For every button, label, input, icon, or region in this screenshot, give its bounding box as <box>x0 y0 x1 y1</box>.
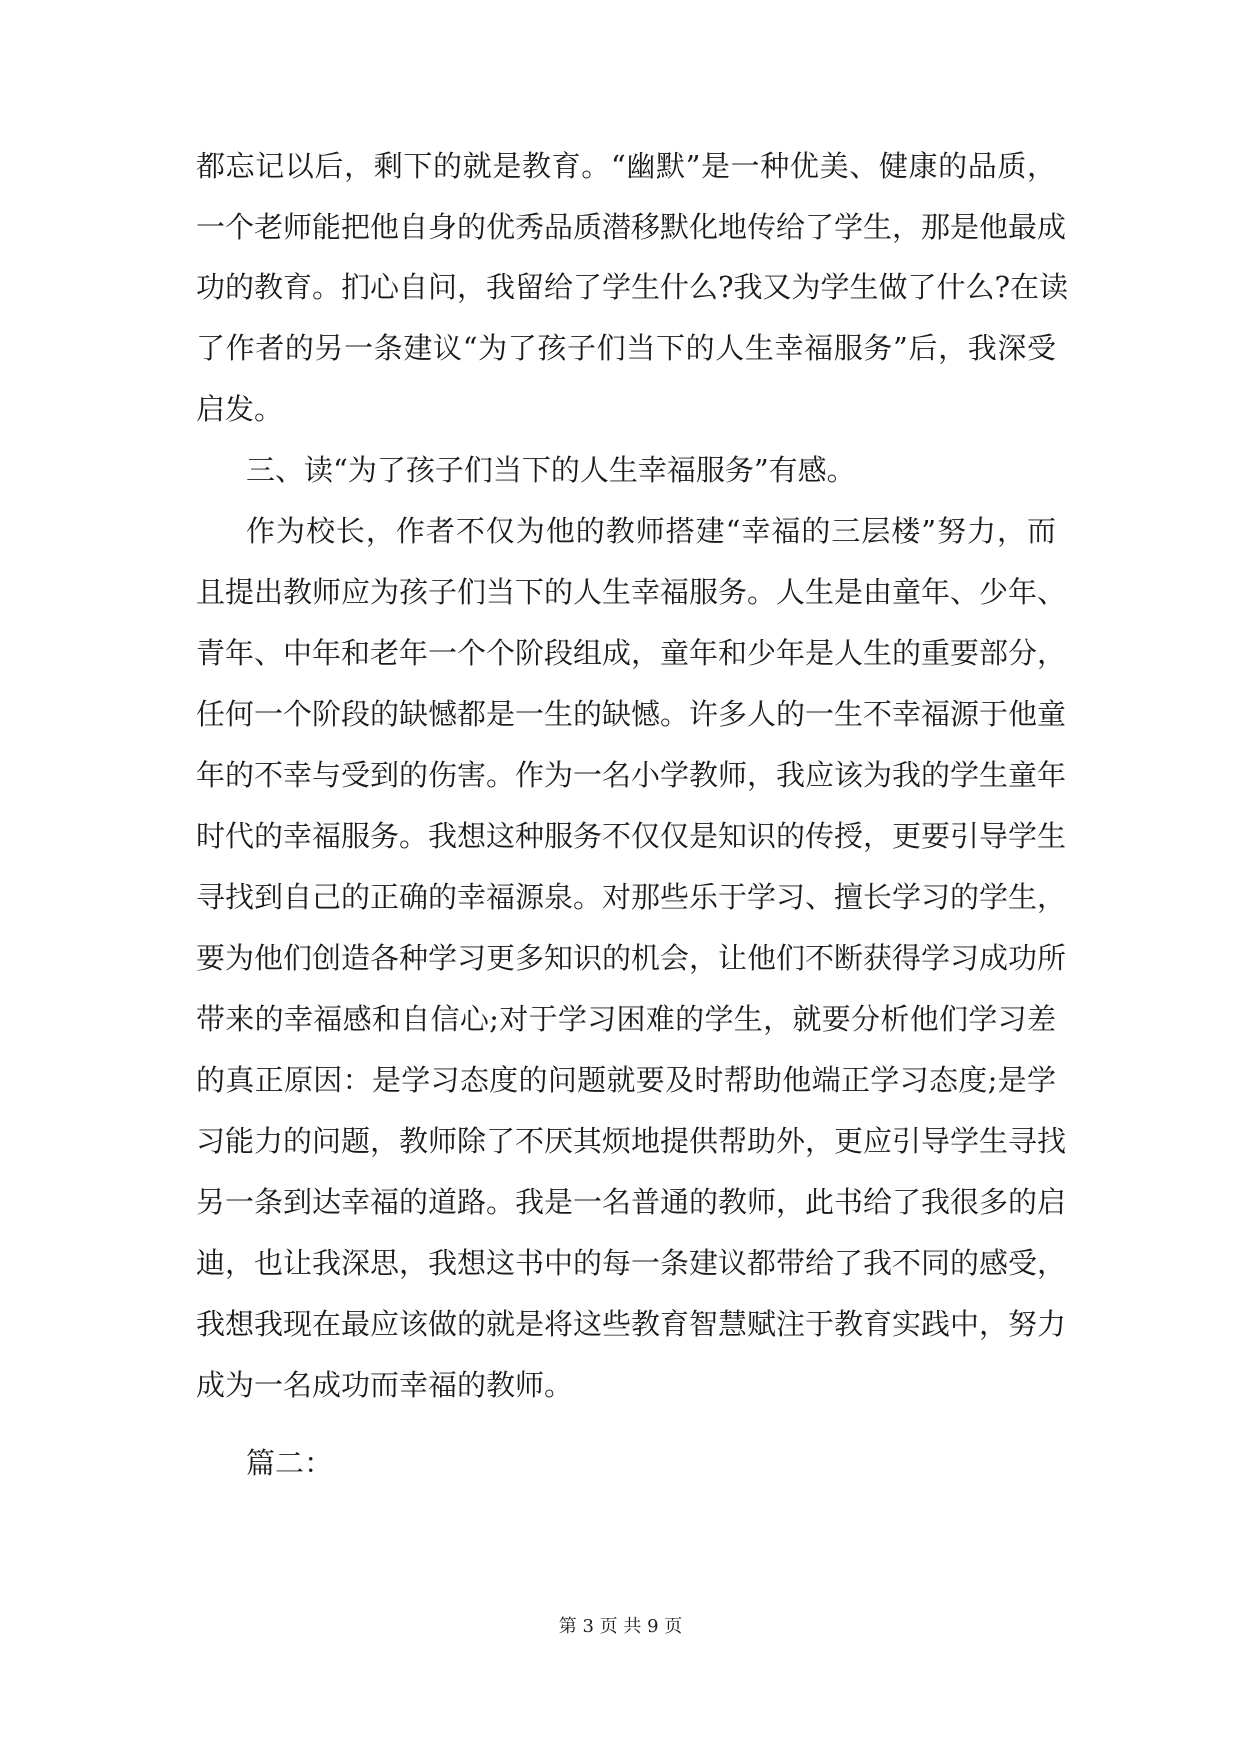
paragraph-line: 带来的幸福感和自信心;对于学习困难的学生，就要分析他们学习差 <box>196 1002 1056 1036</box>
paragraph-line: 时代的幸福服务。我想这种服务不仅仅是知识的传授，更要引导学生 <box>196 819 1067 853</box>
paragraph-line: 启发。 <box>196 392 284 426</box>
paragraph-line: 了作者的另一条建议“为了孩子们当下的人生幸福服务”后，我深受 <box>196 331 1056 365</box>
paragraph-line: 都忘记以后，剩下的就是教育。“幽默”是一种优美、健康的品质， <box>196 149 1056 183</box>
paragraph-line: 另一条到达幸福的道路。我是一名普通的教师，此书给了我很多的启 <box>196 1185 1067 1219</box>
paragraph-line: 且提出教师应为孩子们当下的人生幸福服务。人生是由童年、少年、 <box>196 575 1067 609</box>
paragraph-line: 成为一名成功而幸福的教师。 <box>196 1368 574 1402</box>
paragraph-line: 年的不幸与受到的伤害。作为一名小学教师，我应该为我的学生童年 <box>196 758 1067 792</box>
section-heading: 篇二： <box>246 1446 334 1480</box>
paragraph-line: 作为校长，作者不仅为他的教师搭建“幸福的三层楼”努力，而 <box>246 514 1056 548</box>
paragraph-line: 寻找到自己的正确的幸福源泉。对那些乐于学习、擅长学习的学生， <box>196 880 1067 914</box>
paragraph-line: 的真正原因：是学习态度的问题就要及时帮助他端正学习态度;是学 <box>196 1063 1056 1097</box>
paragraph-line: 习能力的问题，教师除了不厌其烦地提供帮助外，更应引导学生寻找 <box>196 1124 1067 1158</box>
paragraph-line: 我想我现在最应该做的就是将这些教育智慧赋注于教育实践中，努力 <box>196 1307 1067 1341</box>
paragraph-line: 功的教育。扪心自问，我留给了学生什么?我又为学生做了什么?在读 <box>196 270 1069 304</box>
paragraph-line: 要为他们创造各种学习更多知识的机会，让他们不断获得学习成功所 <box>196 941 1067 975</box>
page-number: 第 3 页 共 9 页 <box>558 1616 683 1637</box>
paragraph-line: 一个老师能把他自身的优秀品质潜移默化地传给了学生，那是他最成 <box>196 210 1067 244</box>
section-heading: 三、读“为了孩子们当下的人生幸福服务”有感。 <box>246 453 856 487</box>
paragraph-line: 青年、中年和老年一个个阶段组成，童年和少年是人生的重要部分， <box>196 636 1067 670</box>
paragraph-line: 任何一个阶段的缺憾都是一生的缺憾。许多人的一生不幸福源于他童 <box>196 697 1067 731</box>
paragraph-line: 迪，也让我深思，我想这书中的每一条建议都带给了我不同的感受， <box>196 1246 1067 1280</box>
